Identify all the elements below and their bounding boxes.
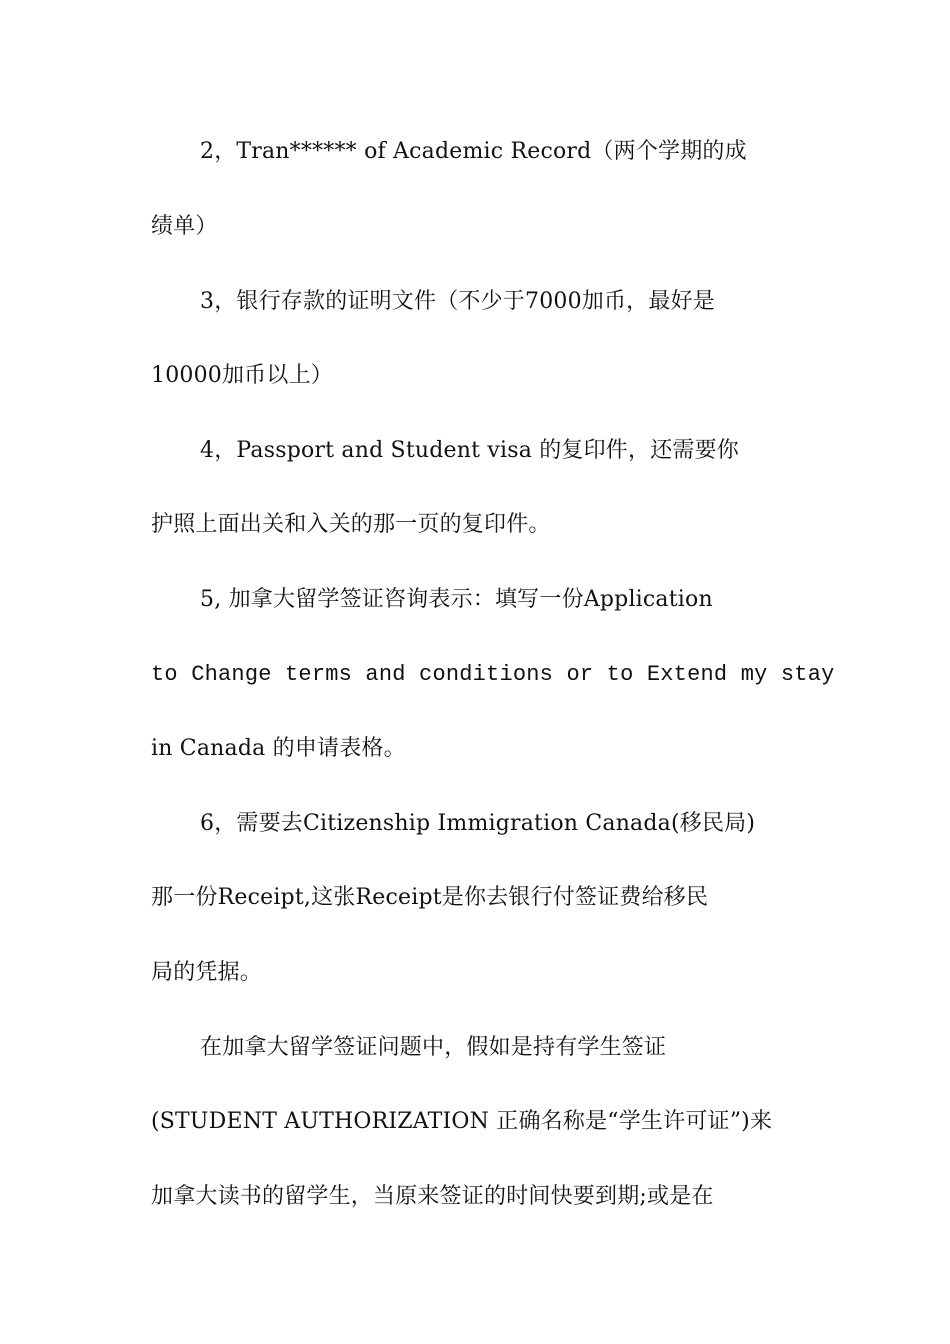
text-line: 加拿大读书的留学生，当原来签证的时间快要到期;或是在 xyxy=(151,1184,714,1209)
text-line: to Change terms and conditions or to Extend my stay xyxy=(151,662,835,687)
text-line: 4，Passport and Student visa 的复印件，还需要你 xyxy=(200,438,739,463)
text-line: 在加拿大留学签证问题中，假如是持有学生签证 xyxy=(200,1035,667,1060)
text-line: 2，Tran****** of Academic Record（两个学期的成 xyxy=(200,139,747,164)
text-line: 那一份Receipt,这张Receipt是你去银行付签证费给移民 xyxy=(151,885,709,910)
text-line: 绩单） xyxy=(151,214,218,239)
text-line: 3，银行存款的证明文件（不少于7000加币，最好是 xyxy=(200,289,715,314)
text-line: in Canada 的申请表格。 xyxy=(151,736,406,761)
text-line: 护照上面出关和入关的那一页的复印件。 xyxy=(151,512,551,537)
text-line: 10000加币以上） xyxy=(151,363,333,388)
text-line: 6，需要去Citizenship Immigration Canada(移民局) xyxy=(200,811,756,836)
text-line: 5, 加拿大留学签证咨询表示：填写一份Application xyxy=(200,587,713,612)
text-line: 局的凭据。 xyxy=(151,960,263,985)
text-line: (STUDENT AUTHORIZATION 正确名称是“学生许可证”)来 xyxy=(151,1109,773,1134)
